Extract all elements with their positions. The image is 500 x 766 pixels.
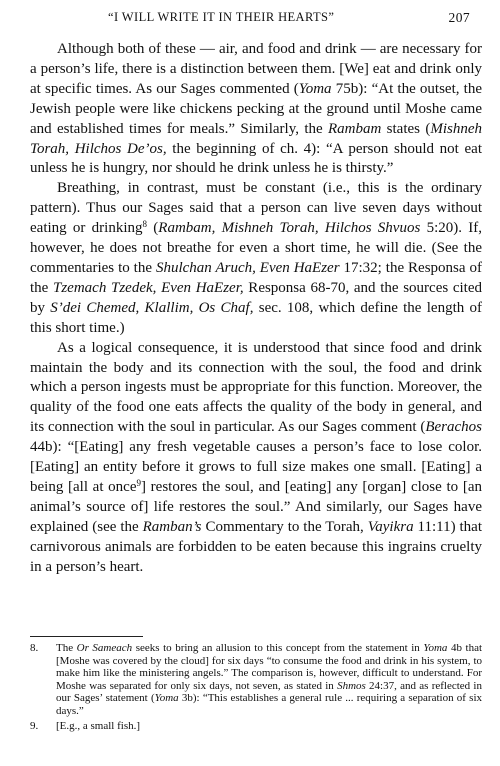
- italic-text: Shmos: [337, 679, 366, 692]
- italic-text: Tzemach Tzedek, Even HaEzer,: [53, 279, 244, 296]
- text-run: (: [147, 220, 159, 237]
- text-run: 5:20). If, however, he does not breathe for even a short time, he will die. (See the commentaries to the: [30, 220, 482, 276]
- text-run: The: [56, 642, 77, 654]
- footnote-text: [56, 720, 140, 732]
- body-paragraph: [30, 40, 482, 179]
- footnote-number: 8.: [30, 642, 39, 654]
- italic-text: Vayikra: [367, 518, 414, 535]
- footnote-ref: 9: [136, 477, 141, 488]
- text-run: [E.g., a small fish.]: [56, 720, 141, 732]
- italic-text: Yoma: [154, 692, 179, 704]
- running-header: [58, 10, 470, 30]
- text-run: ] restores the soul, and [eating] any [organ] close to [an animal’s source of] life restores the soul.” And similarly, our Sages have explained (see the: [30, 478, 482, 535]
- text-run: 75b): “At the outset, the Jewish people were like chickens pecking at the ground until Moshe came and established times for meals.” Similarly, the: [30, 80, 482, 137]
- text-run: states (: [381, 120, 431, 137]
- italic-text: Berachos: [425, 419, 482, 436]
- footnote-number: 9.: [30, 720, 39, 732]
- text-run: Breathing, in contrast, must be constant (i.e., this is the ordinary pattern). Thus our Sages said that a person can live seven days without eating or drinking: [30, 180, 482, 237]
- footnote-text: [56, 642, 482, 717]
- footnotes: [30, 642, 482, 736]
- text-run: Although both of these — air, and food and drink — are necessary for a person’s life, there is a distinction between them. [We] eat and drink only at specific times. As our Sages commented (: [30, 41, 482, 97]
- footnote-rule: [30, 636, 143, 637]
- footnote-ref: 8: [142, 219, 148, 230]
- italic-text: Rambam: [328, 120, 382, 137]
- text-run: seeks to bring an allusion to this concept from the statement in: [132, 642, 424, 654]
- text-run: 3b): “This establishes a general rule ... requiring a separation of six days.”: [56, 692, 482, 717]
- italic-text: Or Sameach: [76, 642, 133, 654]
- italic-text: Ramban’s: [142, 518, 202, 535]
- text-run: 44b): “[Eating] any fresh vegetable causes a person’s face to lose color. [Eating] an entity before it grows to full size makes one small. [Eating] a being [all at once: [30, 439, 482, 495]
- text-run: 24:37, and as reflected in our Sages’ statement (: [56, 679, 482, 704]
- text-run: 4b that [Moshe was covered by the cloud] for six days “to consume the food and drink in his system, to make him like the ministering angels.” The comparison is, however, difficult to understand. For Moshe was separated for only six days, not seven, as stated in: [56, 642, 483, 692]
- body-paragraph: [30, 339, 482, 578]
- text-run: 11:11) that carnivorous animals are forbidden to be eaten because this ingrains cruelty in a person’s heart.: [30, 518, 482, 575]
- footnote-9: [30, 720, 482, 733]
- body-paragraph: [30, 179, 482, 338]
- main-text: [30, 40, 482, 577]
- italic-text: Shulchan Aruch, Even HaEzer: [155, 259, 340, 276]
- text-run: As a logical consequence, it is understood that since food and drink maintain the body and its connection with the soul, the food and drink which a person ingests must be appropriate for this function. Moreover, the quality of the food one eats affects the quality of the body in general, and its connection with the soul in particular. As our Sages comment (: [30, 339, 482, 436]
- italic-text: Mishneh Torah, Hilchos De’os,: [30, 120, 482, 157]
- italic-text: Yoma: [423, 642, 448, 654]
- text-run: the beginning of ch. 4): “A person should not eat unless he is hungry, nor should he drink unless he is thirsty.”: [30, 140, 482, 177]
- text-run: sec. 108, which define the length of this short time.): [30, 299, 483, 336]
- footnote-8: [30, 642, 482, 717]
- text-run: Responsa 68-70, and the sources cited by: [30, 279, 483, 316]
- text-run: 17:32; the Responsa of the: [30, 259, 482, 296]
- italic-text: Rambam, Mishneh Torah, Hilchos Shvuos: [158, 220, 421, 237]
- running-title: “I WILL WRITE IT IN THEIR HEARTS”: [108, 10, 335, 24]
- text-run: Commentary to the Torah,: [201, 518, 368, 535]
- page-number: 207: [448, 10, 470, 25]
- italic-text: S’dei Chemed, Klallim, Os Chaf,: [50, 299, 254, 316]
- italic-text: Yoma: [298, 80, 332, 97]
